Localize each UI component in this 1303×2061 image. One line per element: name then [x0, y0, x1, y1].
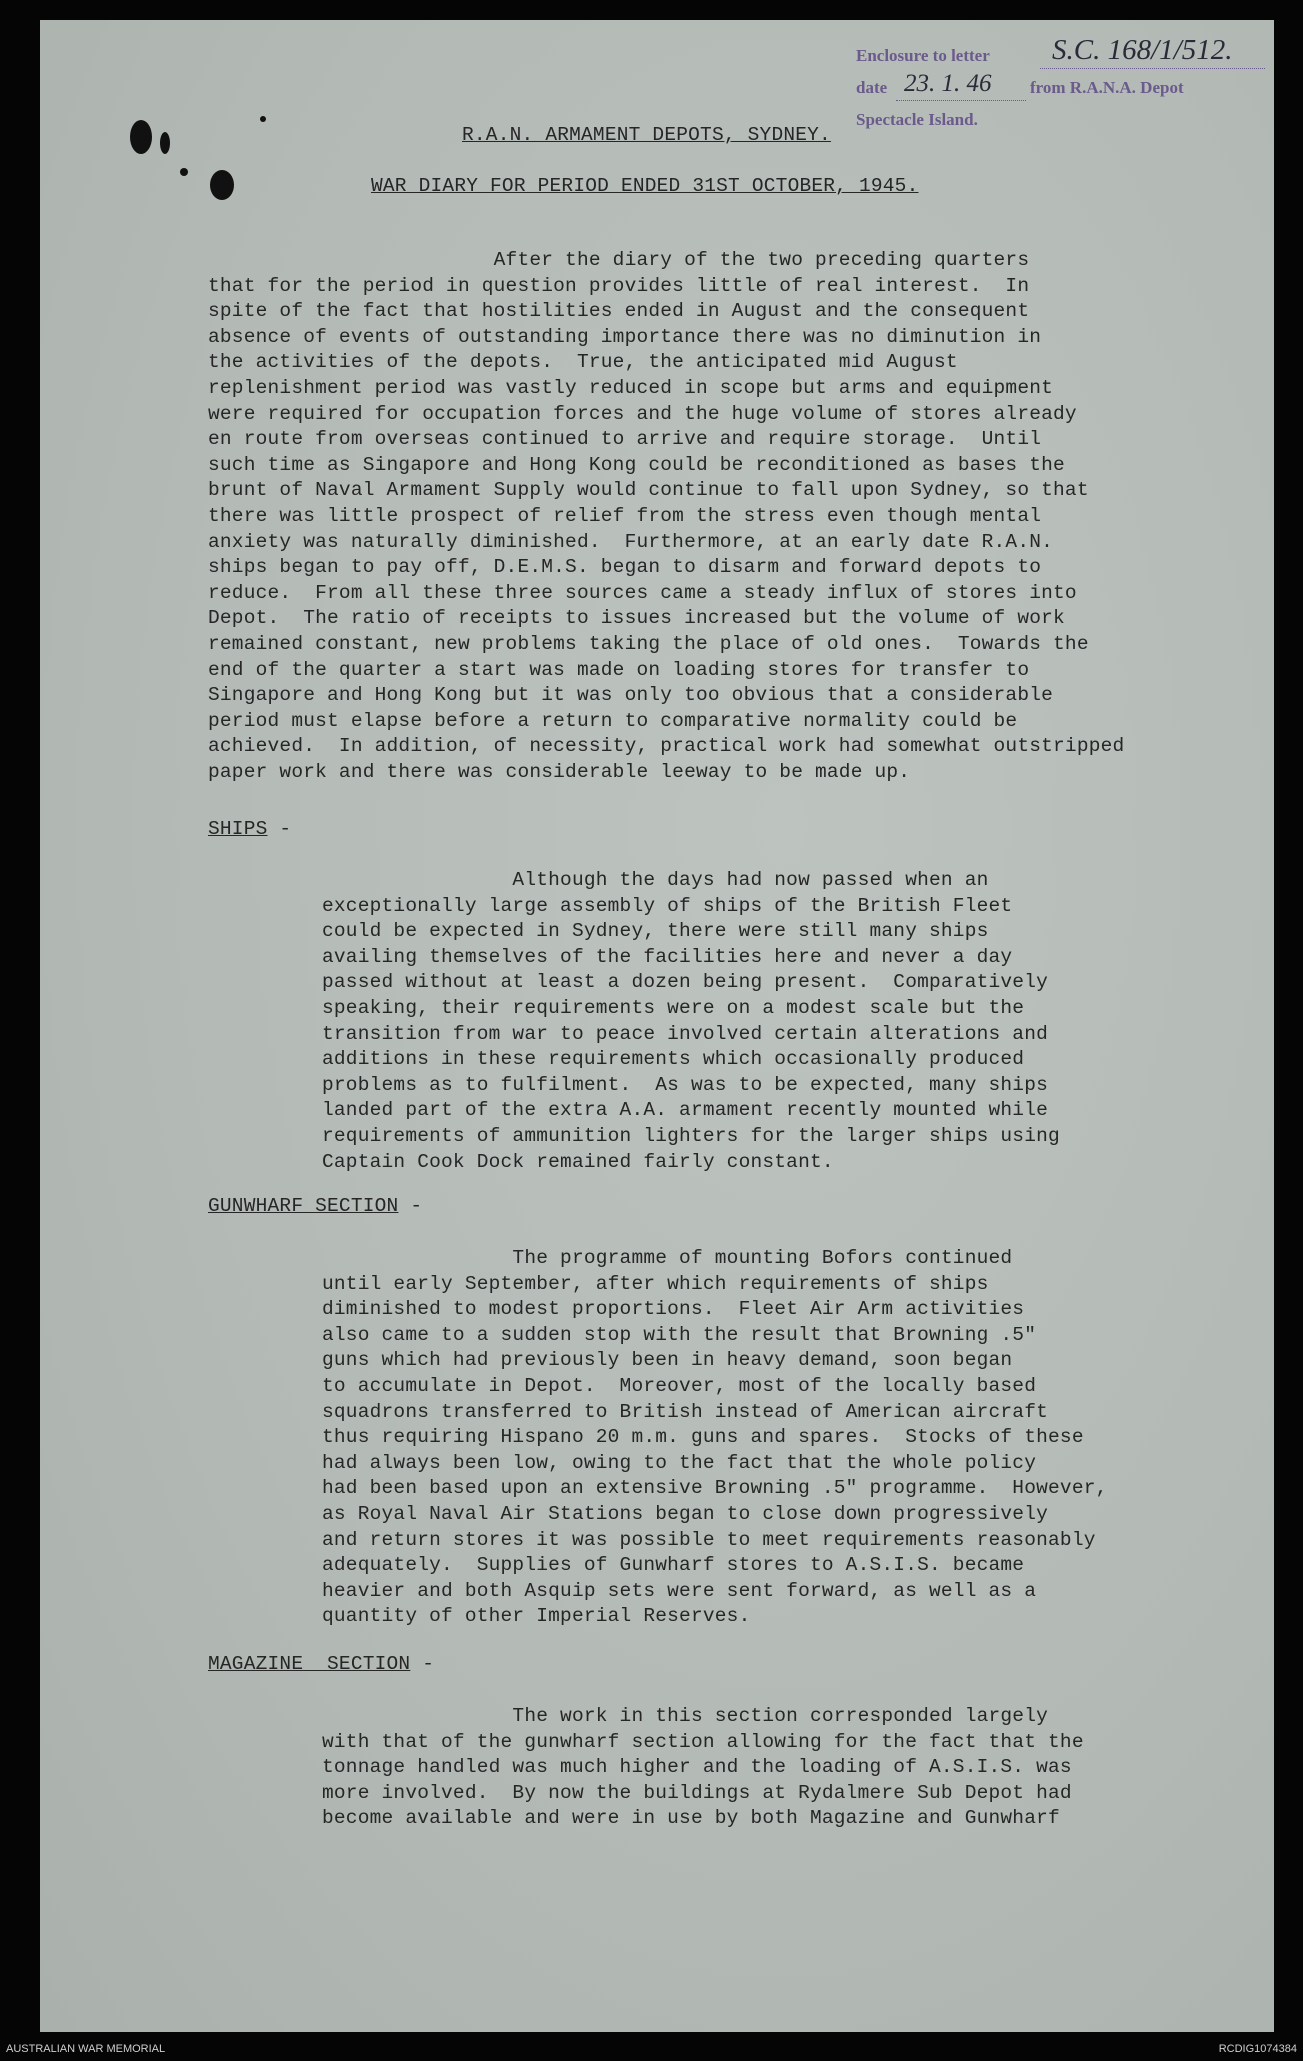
text-line: had been based upon an extensive Browning .5" programme. However,: [322, 1477, 1108, 1500]
text-line: ships began to pay off, D.E.M.S. began to disarm and forward depots to: [208, 556, 1042, 579]
document-page: [40, 20, 1274, 2032]
text-line: exceptionally large assembly of ships of the British Fleet: [322, 894, 1013, 917]
text-line: Captain Cook Dock remained fairly constant.: [322, 1150, 834, 1173]
text-line: The programme of mounting Bofors continued: [322, 1247, 1013, 1269]
punch-hole-mark: [130, 120, 152, 154]
text-line: speaking, their requirements were on a modest scale but the: [322, 997, 1025, 1019]
footer-record-id: RCDIG1074384: [1218, 2043, 1297, 2055]
text-line: absence of events of outstanding importance there was no diminution in: [208, 325, 1042, 348]
text-line: become available and were in use by both Magazine and Gunwharf: [322, 1807, 1060, 1830]
text-line: additions in these requirements which occasionally produced: [322, 1048, 1025, 1071]
section-heading-gunwharf: GUNWHARF SECTION -: [208, 1195, 423, 1217]
punch-hole-mark: [180, 168, 188, 176]
text-line: anxiety was naturally diminished. Furthermore, at an early date R.A.N.: [208, 530, 1054, 553]
text-line: availing themselves of the facilities here and never a day: [322, 945, 1013, 968]
stamp-line-enclosure: Enclosure to letter: [856, 46, 990, 65]
text-line: heavier and both Asquip sets were sent forward, as well as a: [322, 1579, 1037, 1602]
text-line: there was little prospect of relief from the stress even though mental: [208, 505, 1042, 527]
handwritten-date: 23. 1. 46: [904, 70, 992, 97]
text-line: adequately. Supplies of Gunwharf stores to A.S.I.S. became: [322, 1554, 1025, 1577]
text-line: and return stores it was possible to meet requirements reasonably: [322, 1528, 1096, 1551]
text-line: paper work and there was considerable leeway to be made up.: [208, 761, 911, 783]
text-line: tonnage handled was much higher and the loading of A.S.I.S. was: [322, 1756, 1072, 1779]
text-line: period must elapse before a return to comparative normality could be: [208, 709, 1018, 732]
text-line: end of the quarter a start was made on loading stores for transfer to: [208, 658, 1030, 681]
text-line: Depot. The ratio of receipts to issues increased but the volume of work: [208, 607, 1065, 630]
text-line: spite of the fact that hostilities ended in August and the consequent: [208, 300, 1030, 323]
text-line: more involved. By now the buildings at Rydalmere Sub Depot had: [322, 1781, 1072, 1804]
text-line: problems as to fulfilment. As was to be expected, many ships: [322, 1073, 1049, 1096]
text-line: were required for occupation forces and the huge volume of stores already: [208, 402, 1077, 425]
text-line: Singapore and Hong Kong but it was only too obvious that a considerable: [208, 684, 1054, 707]
text-line: After the diary of the two preceding quarters: [208, 249, 1030, 271]
text-line: could be expected in Sydney, there were still many ships: [322, 920, 989, 943]
text-line: Although the days had now passed when an: [322, 869, 989, 891]
stamp-line-date-label: date: [856, 78, 888, 97]
text-line: achieved. In addition, of necessity, practical work had somewhat outstripped: [208, 735, 1125, 758]
text-line: such time as Singapore and Hong Kong could be reconditioned as bases the: [208, 453, 1065, 476]
text-line: also came to a sudden stop with the result that Browning .5": [322, 1323, 1037, 1346]
footer-institution: AUSTRALIAN WAR MEMORIAL: [6, 2043, 166, 2055]
section-heading-magazine: MAGAZINE SECTION -: [208, 1653, 435, 1675]
text-line: The work in this section corresponded largely: [322, 1705, 1049, 1727]
text-line: brunt of Naval Armament Supply would continue to fall upon Sydney, so that: [208, 479, 1089, 502]
text-line: as Royal Naval Air Stations began to close down progressively: [322, 1503, 1049, 1525]
text-line: had always been low, owing to the fact that the whole policy: [322, 1451, 1037, 1474]
stamp-line-location: Spectacle Island.: [856, 110, 978, 129]
punch-hole-mark: [160, 132, 170, 154]
text-line: thus requiring Hispano 20 m.m. guns and spares. Stocks of these: [322, 1426, 1084, 1449]
text-line: requirements of ammunition lighters for the larger ships using: [322, 1125, 1060, 1147]
text-line: landed part of the extra A.A. armament recently mounted while: [322, 1099, 1049, 1122]
stamp-line-from: from R.A.N.A. Depot: [1030, 78, 1184, 97]
text-line: diminished to modest proportions. Fleet Air Arm activities: [322, 1298, 1025, 1321]
text-line: guns which had previously been in heavy demand, soon began: [322, 1349, 1013, 1372]
text-line: quantity of other Imperial Reserves.: [322, 1605, 751, 1628]
page-title: R.A.N. ARMAMENT DEPOTS, SYDNEY.: [462, 124, 831, 146]
punch-hole-mark: [210, 170, 234, 200]
text-line: until early September, after which requirements of ships: [322, 1272, 989, 1295]
text-line: the activities of the depots. True, the anticipated mid August: [208, 351, 958, 374]
punch-hole-mark: [260, 116, 266, 122]
handwritten-reference: S.C. 168/1/512.: [1052, 34, 1233, 66]
text-line: remained constant, new problems taking the place of old ones. Towards the: [208, 633, 1089, 655]
text-line: reduce. From all these three sources came a steady influx of stores into: [208, 581, 1077, 604]
text-line: squadrons transferred to British instead of American aircraft: [322, 1400, 1049, 1423]
archive-footer: [0, 2039, 1303, 2061]
text-line: replenishment period was vastly reduced in scope but arms and equipment: [208, 377, 1054, 399]
text-line: that for the period in question provides little of real interest. In: [208, 274, 1030, 297]
text-line: en route from overseas continued to arrive and require storage. Until: [208, 428, 1042, 451]
page-subtitle: WAR DIARY FOR PERIOD ENDED 31ST OCTOBER, 1945.: [371, 175, 919, 197]
text-line: transition from war to peace involved certain alterations and: [322, 1022, 1049, 1045]
section-heading-ships: SHIPS -: [208, 818, 292, 840]
text-line: with that of the gunwharf section allowing for the fact that the: [322, 1730, 1084, 1753]
text-line: to accumulate in Depot. Moreover, most of the locally based: [322, 1375, 1037, 1397]
text-line: passed without at least a dozen being present. Comparatively: [322, 971, 1049, 994]
